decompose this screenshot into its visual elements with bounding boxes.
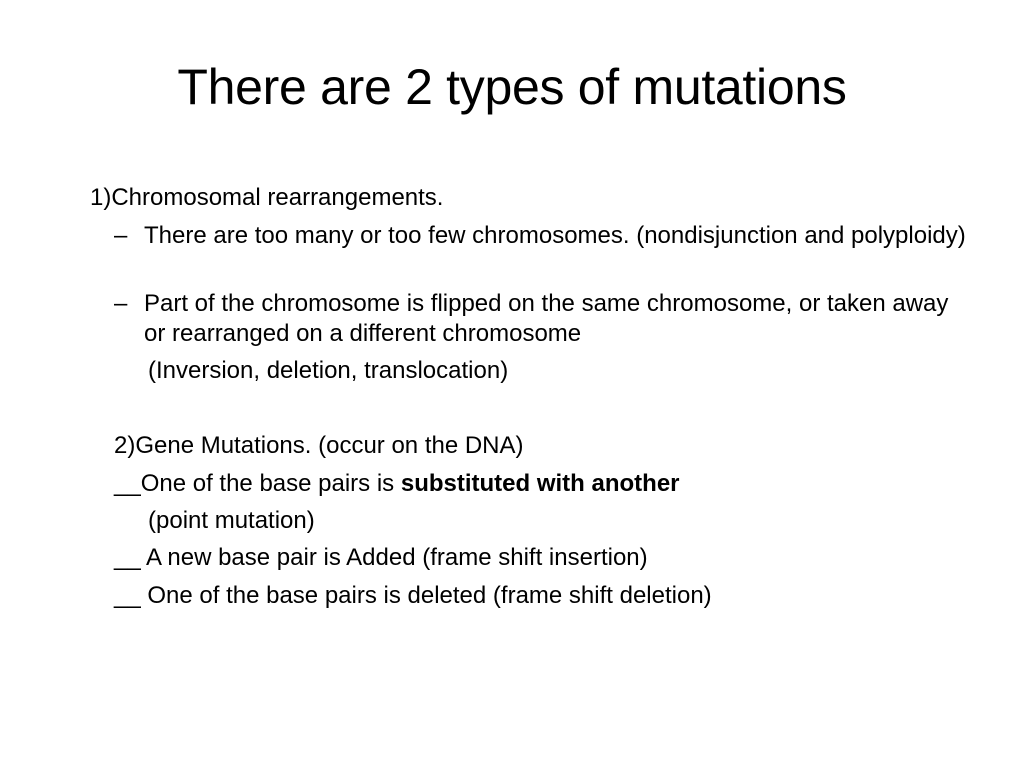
- section-1-heading: 1)Chromosomal rearrangements.: [90, 184, 444, 211]
- section-1-note: (Inversion, deletion, translocation): [148, 357, 509, 384]
- dash-marker: –: [114, 222, 128, 249]
- section-2-line-1: [114, 472, 680, 496]
- slide-title: There are 2 types of mutations: [177, 59, 847, 115]
- section-2-line-2: __ A new base pair is Added (frame shift insertion): [114, 544, 648, 571]
- section-2-line-1-cont: (point mutation): [148, 507, 315, 534]
- line-1-prefix: __One of the base pairs is: [114, 470, 401, 497]
- dash-marker: –: [114, 290, 128, 317]
- section-1-subitem-2: [114, 289, 974, 349]
- section-1-subitem-1: [114, 221, 974, 251]
- section-2-heading: 2)Gene Mutations. (occur on the DNA): [114, 432, 524, 459]
- subitem-text: There are too many or too few chromosomes. (nondisjunction and polyploidy): [144, 222, 966, 249]
- section-2-line-3: __ One of the base pairs is deleted (frame shift deletion): [114, 582, 712, 609]
- subitem-text: Part of the chromosome is flipped on the same chromosome, or taken away or rearranged on a different chromosome: [144, 290, 949, 347]
- line-1-bold: substituted with another: [400, 470, 680, 497]
